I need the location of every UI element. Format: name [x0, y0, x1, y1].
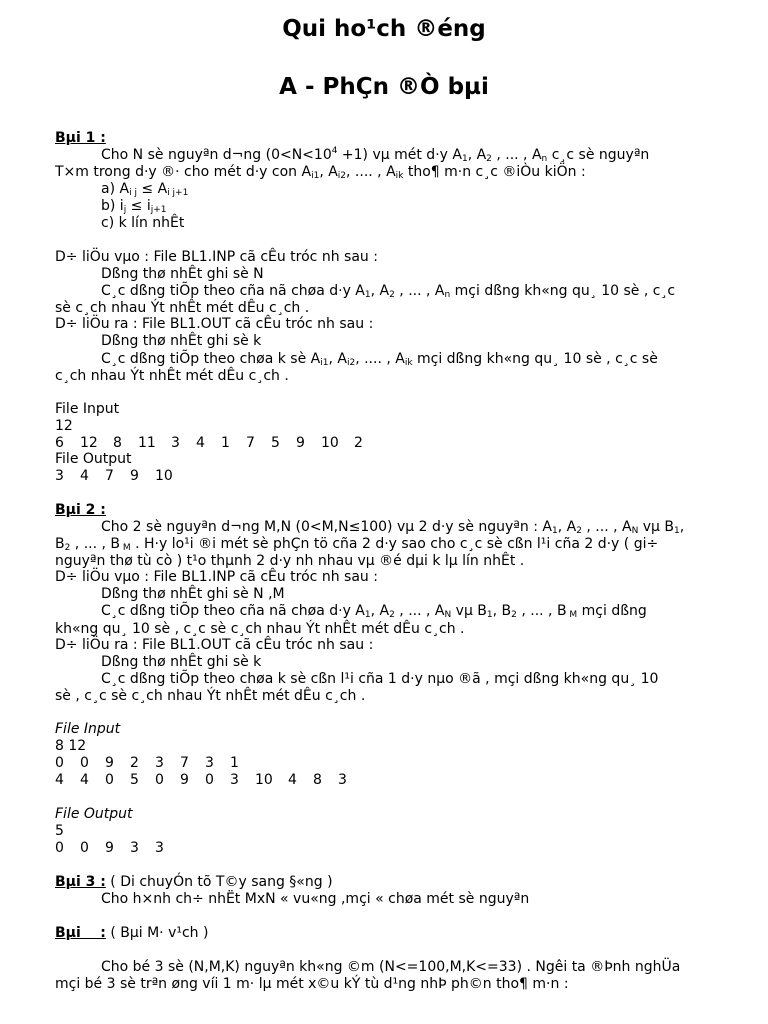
bai2-output-heading: D÷ liÖu ra : File BL1.OUT cã cÊu tróc nh sau :	[55, 637, 374, 653]
bai1-input-value: 9	[296, 435, 305, 451]
bai1-output-value: 9	[130, 468, 139, 484]
bai1-output-value: 7	[105, 468, 114, 484]
bai1-input-line3: sè c¸ch nhau Ýt nhÊt mét dÊu c¸ch .	[55, 300, 310, 316]
bai2-paragraph-line1: Cho 2 sè nguyªn d¬ng M,N (0<M,N≤100) vµ 2 d·y sè nguyªn : $A_1$, $A_2$ , ... , $A_N$ vµ $B_1$,	[101, 519, 685, 536]
bai3-heading-line	[55, 874, 333, 891]
bai1-input-values	[55, 435, 379, 452]
bai2-input-value: 9	[105, 755, 114, 771]
bai2-input-value: 3	[155, 755, 164, 771]
bai1-input-value: 7	[246, 435, 255, 451]
bai2-input-value: 3	[205, 755, 214, 771]
bai2-input-value: 3	[338, 772, 347, 788]
bai2-input-value: 0	[155, 772, 164, 788]
bai1-input-line2: C¸c dßng tiÕp theo cña nã chøa d·y $A_1$, $A_2$ , ... , $A_n$ mçi dßng kh«ng qu¸ 10 sè , c¸c	[101, 283, 676, 300]
bai2-input-value: 0	[205, 772, 214, 788]
bai1-input-value: 3	[171, 435, 180, 451]
bai2-input-row2	[55, 772, 363, 789]
bai2-file-output-label: File Output	[55, 806, 133, 822]
bai2-input-heading: D÷ liÖu vµo : File BL1.INP cã cÊu tróc nh sau :	[55, 569, 378, 585]
bai2-heading: Bµi 2 :	[55, 502, 106, 518]
bai1-input-heading: D÷ liÖu vµo : File BL1.INP cã cÊu tróc nh sau :	[55, 249, 378, 265]
bai3-heading: Bµi 3 :	[55, 874, 106, 890]
bai2-output-value: 3	[130, 840, 139, 856]
bai2-output-line2: C¸c dßng tiÕp theo chøa k sè cßn l¹i cña 1 d·y nµo ®ã , mçi dßng kh«ng qu¸ 10	[101, 671, 659, 687]
bai2-input-value: 0	[55, 755, 64, 771]
bai2-output-value: 0	[80, 840, 89, 856]
bai2-input-value: 3	[230, 772, 239, 788]
bai2-input-value: 9	[180, 772, 189, 788]
bai1-output-value: 4	[80, 468, 89, 484]
bai2-input-value: 0	[105, 772, 114, 788]
bai1-input-value: 5	[271, 435, 280, 451]
bai1-condition-c: c) k lín nhÊt	[101, 215, 185, 231]
bai1-output-heading: D÷ liÖu ra : File BL1.OUT cã cÊu tróc nh sau :	[55, 316, 374, 332]
bai4-heading-line	[55, 925, 208, 942]
bai2-input-value: 5	[130, 772, 139, 788]
bai1-input-value: 8	[113, 435, 122, 451]
bai3-subtitle: ( Di chuyÓn tõ T©y sang §«ng )	[105, 874, 333, 890]
bai4-line1: Cho bé 3 sè (N,M,K) nguyªn kh«ng ©m (N<=100,M,K<=33) . Ngêi ta ®Þnh nghÜa	[101, 959, 681, 975]
bai2-output-line3: sè , c¸c sè c¸ch nhau Ýt nhÊt mét dÊu c¸ch .	[55, 688, 366, 704]
bai1-input-n: 12	[55, 418, 73, 434]
bai3-line1: Cho h×nh ch÷ nhËt MxN « vu«ng ,mçi « chøa mét sè nguyªn	[101, 891, 530, 907]
bai1-input-value: 6	[55, 435, 64, 451]
bai4-line2: mçi bé 3 sè trªn øng víi 1 m· lµ mét x©u kÝ tù d¹ng nhÞ ph©n tho¶ m·n :	[55, 976, 569, 992]
bai1-input-value: 10	[321, 435, 339, 451]
bai1-paragraph-line1: Cho N sè nguyªn d¬ng $(0<N<10^4 +1)$ vµ mét d·y $A_1$, $A_2$ , ... , $A_n$ c¸c sè nguyªn	[101, 146, 650, 164]
bai1-heading: Bµi 1 :	[55, 130, 106, 146]
bai1-input-value: 2	[354, 435, 363, 451]
bai1-input-value: 12	[80, 435, 98, 451]
bai2-input-row1	[55, 755, 255, 772]
section-title: A - PhÇn ®Ò bµi	[279, 74, 489, 100]
bai1-paragraph-line2: T×m trong d·y ®· cho mét d·y con $A_{i1}$, $A_{i2}$, .... , $A_{ik}$ tho¶ m·n c¸c ®iÒu kiÖn :	[55, 164, 586, 181]
bai2-output-k: 5	[55, 823, 64, 839]
bai2-input-value: 8	[313, 772, 322, 788]
bai2-input-value: 4	[80, 772, 89, 788]
bai1-output-line1: Dßng thø nhÊt ghi sè k	[101, 333, 262, 349]
bai1-output-value: 3	[55, 468, 64, 484]
bai1-input-value: 1	[221, 435, 230, 451]
bai2-input-line3: kh«ng qu¸ 10 sè , c¸c sè c¸ch nhau Ýt nhÊt mét dÊu c¸ch .	[55, 621, 465, 637]
bai2-input-value: 4	[55, 772, 64, 788]
bai2-input-value: 4	[288, 772, 297, 788]
bai4-subtitle: ( Bµi M· v¹ch )	[105, 925, 209, 941]
bai2-input-value: 2	[130, 755, 139, 771]
bai2-paragraph-line2: $B_2$ , ... , B $_M$ . H·y lo¹i ®i mét sè phÇn tö cña 2 d·y sao cho c¸c sè cßn l¹i cña 2 d·y ( gi÷	[55, 536, 659, 553]
bai2-output-value: 9	[105, 840, 114, 856]
bai2-input-value: 1	[230, 755, 239, 771]
bai1-file-input-label: File Input	[55, 401, 120, 417]
document-title: Qui ho¹ch ®éng	[282, 16, 486, 42]
bai2-output-line1: Dßng thø nhÊt ghi sè k	[101, 654, 262, 670]
bai1-input-line1: Dßng thø nhÊt ghi sè N	[101, 266, 264, 282]
bai2-output-value: 0	[55, 840, 64, 856]
bai1-input-value: 11	[138, 435, 156, 451]
bai1-output-value: 10	[155, 468, 173, 484]
bai1-condition-a: a) $A_{i j} \le A_{i j+1}$	[101, 181, 189, 198]
bai2-input-line2: C¸c dßng tiÕp theo cña nã chøa d·y $A_1$, $A_2$ , ... , $A_N$ vµ $B_1$, $B_2$ , ... , B $_M$ mçi dßng	[101, 603, 647, 620]
bai2-output-values	[55, 840, 180, 857]
bai1-output-line3: c¸ch nhau Ýt nhÊt mét dÊu c¸ch .	[55, 368, 289, 384]
bai1-condition-b: b) $i_j \le i_{j+1}$	[101, 198, 167, 215]
bai2-output-value: 3	[155, 840, 164, 856]
bai1-output-line2: C¸c dßng tiÕp theo chøa k sè $A_{i1}$, $A_{i2}$, .... , $A_{ik}$ mçi dßng kh«ng qu¸ 10 sè , c¸c sè	[101, 351, 658, 368]
bai2-input-value: 0	[80, 755, 89, 771]
bai2-input-value: 7	[180, 755, 189, 771]
bai2-paragraph-line3: nguyªn thø tù cò ) t¹o thµnh 2 d·y nh nhau vµ ®é dµi k lµ lín nhÊt .	[55, 553, 525, 569]
bai2-input-mn: 8 12	[55, 738, 87, 754]
bai1-file-output-label: File Output	[55, 451, 132, 467]
bai2-input-line1: Dßng thø nhÊt ghi sè N ,M	[101, 586, 285, 602]
bai4-heading: Bµi :	[55, 925, 106, 941]
bai2-input-value: 10	[255, 772, 273, 788]
bai2-file-input-label: File Input	[55, 721, 121, 737]
bai1-input-value: 4	[196, 435, 205, 451]
bai1-output-values	[55, 468, 180, 485]
